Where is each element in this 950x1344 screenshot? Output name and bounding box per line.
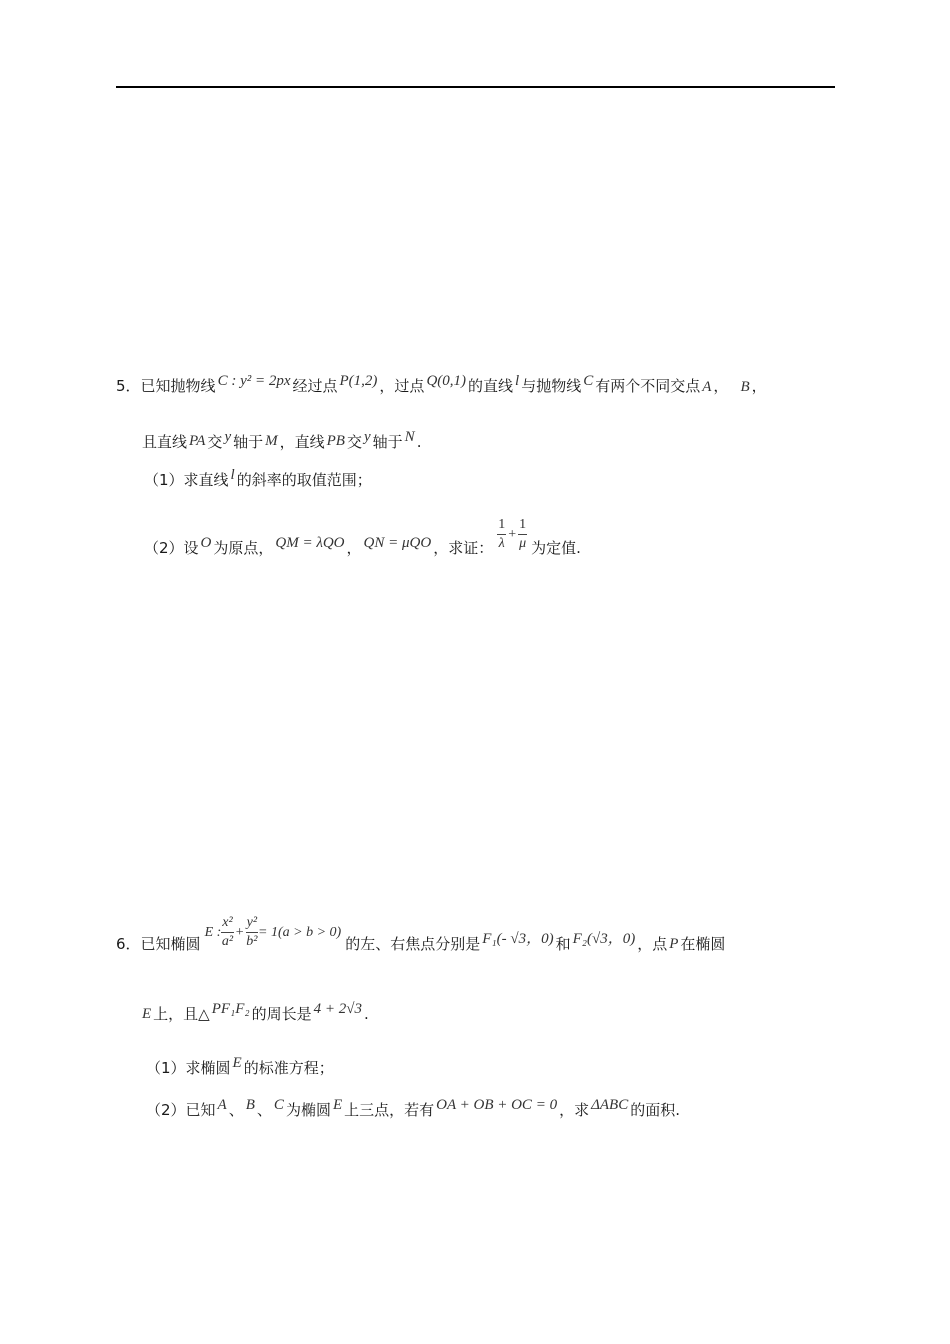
q5-frac2-den: μ xyxy=(519,536,527,551)
q5-text: . xyxy=(416,433,422,451)
q5-text: 经过点 xyxy=(292,377,338,395)
q6-text: ，点 xyxy=(637,935,668,953)
q5-frac1-den: λ xyxy=(498,536,505,551)
q5-text: ，求证： xyxy=(433,539,494,557)
q6-text: 和 xyxy=(555,935,571,953)
q6-ellipse-equation xyxy=(205,914,342,951)
q5-text: ， xyxy=(713,377,729,395)
q6-text: 的左、右焦点分别是 xyxy=(345,935,481,953)
q6-text: 上，且△ xyxy=(153,1005,210,1023)
q6-math-e: E : xyxy=(204,924,222,940)
q6-frac2-den: b² xyxy=(246,934,258,949)
q5-text: （1）求直线 xyxy=(144,471,229,489)
q5-math-o: O xyxy=(200,535,212,551)
q6-text: （2）已知 xyxy=(146,1101,216,1119)
q5-math-l: l xyxy=(230,467,235,483)
q6-math-perimeter: 4 + 2√3 xyxy=(313,1001,363,1017)
q6-text: ，求 xyxy=(559,1101,590,1119)
q6-line-1 xyxy=(116,915,726,963)
q6-math-f1: F₁(- √3，0) xyxy=(482,931,554,947)
q5-text: 的斜率的取值范围； xyxy=(236,471,372,489)
q5-math-b: B xyxy=(740,379,750,395)
q6-frac1-den: a² xyxy=(221,934,234,949)
q5-math-c: C xyxy=(583,373,594,389)
q6-math-b: B xyxy=(245,1097,255,1113)
q5-text: 且直线 xyxy=(142,433,188,451)
q6-math-triangle-abc: ΔABC xyxy=(591,1097,629,1113)
q5-text: 轴于 xyxy=(372,433,403,451)
q6-frac1-num: x² xyxy=(221,914,233,933)
q5-frac2-num: 1 xyxy=(518,516,527,535)
q6-text: 上三点，若有 xyxy=(344,1101,435,1119)
q5-text: 为原点， xyxy=(213,539,274,557)
q6-math-vector-sum: OA + OB + OC = 0 xyxy=(436,1097,558,1113)
q6-text: 在椭圆 xyxy=(680,935,726,953)
q6-math-e: E xyxy=(142,1006,152,1022)
q5-part-2 xyxy=(144,517,581,567)
q5-text: 轴于 xyxy=(233,433,264,451)
q6-math-a: A xyxy=(217,1097,227,1113)
q6-math-c: C xyxy=(273,1097,284,1113)
q6-text: 、 xyxy=(228,1101,244,1119)
q5-math-qm: QM = λQO xyxy=(275,535,345,551)
q5-line-1 xyxy=(116,373,767,397)
q6-number: 6． xyxy=(116,935,141,953)
q6-math-e: E xyxy=(232,1055,242,1071)
q5-math-pb: PB xyxy=(326,433,345,449)
q6-math-e: E xyxy=(332,1097,343,1113)
q5-text: ，过点 xyxy=(379,377,425,395)
q6-text: 、 xyxy=(256,1101,272,1119)
q6-math-p: P xyxy=(669,936,679,952)
q5-frac-plus: + xyxy=(508,526,517,542)
q6-text: 已知椭圆 xyxy=(140,935,201,953)
q6-part-2 xyxy=(146,1097,681,1121)
q5-number: 5． xyxy=(116,377,141,395)
q5-math-n: N xyxy=(404,429,415,445)
q6-frac2-num: y² xyxy=(246,914,258,933)
q6-text: （1）求椭圆 xyxy=(146,1059,231,1077)
q6-math-condition: = 1(a > b > 0) xyxy=(258,924,342,940)
q5-text: 已知抛物线 xyxy=(140,377,216,395)
q6-math-triangle: PF₁F₂ xyxy=(211,1001,250,1017)
q5-text: 交 xyxy=(207,433,223,451)
q5-text: 的直线 xyxy=(468,377,514,395)
q5-text: 为定值. xyxy=(531,539,581,557)
q6-text: 的标准方程； xyxy=(243,1059,334,1077)
q6-line-2 xyxy=(140,1001,369,1025)
q5-text: 交 xyxy=(346,433,362,451)
q5-frac1-num: 1 xyxy=(497,516,506,535)
q6-part-1 xyxy=(146,1055,334,1079)
q5-text: （2）设 xyxy=(144,539,199,557)
q5-math-qn: QN = μQO xyxy=(363,535,432,551)
q6-text: 的周长是 xyxy=(251,1005,312,1023)
q5-math-y: y xyxy=(363,429,371,445)
q5-line-2 xyxy=(142,429,422,453)
q5-text: ， xyxy=(751,377,767,395)
q5-math-point-q: Q(0,1) xyxy=(426,373,467,389)
q6-frac-plus: + xyxy=(235,924,244,940)
q6-text: . xyxy=(364,1005,369,1023)
q6-text: 的面积. xyxy=(630,1101,681,1119)
q5-math-m: M xyxy=(265,433,278,449)
q5-text: ，直线 xyxy=(279,433,325,451)
q5-fraction-sum xyxy=(497,516,527,553)
q5-part-1 xyxy=(144,467,372,491)
q5-math-parabola: C : y² = 2px xyxy=(217,373,291,389)
header-rule xyxy=(116,86,835,88)
q5-math-y: y xyxy=(224,429,232,445)
q6-math-f2: F₂(√3，0) xyxy=(572,931,636,947)
q5-math-pa: PA xyxy=(189,433,206,449)
q6-text: 为椭圆 xyxy=(285,1101,331,1119)
q5-math-l: l xyxy=(515,373,520,389)
q5-text: 有两个不同交点 xyxy=(595,377,701,395)
q5-text: ， xyxy=(346,539,362,557)
q5-math-point-p: P(1,2) xyxy=(339,373,378,389)
q5-text: 与抛物线 xyxy=(521,377,582,395)
q5-math-a: A xyxy=(702,379,712,395)
